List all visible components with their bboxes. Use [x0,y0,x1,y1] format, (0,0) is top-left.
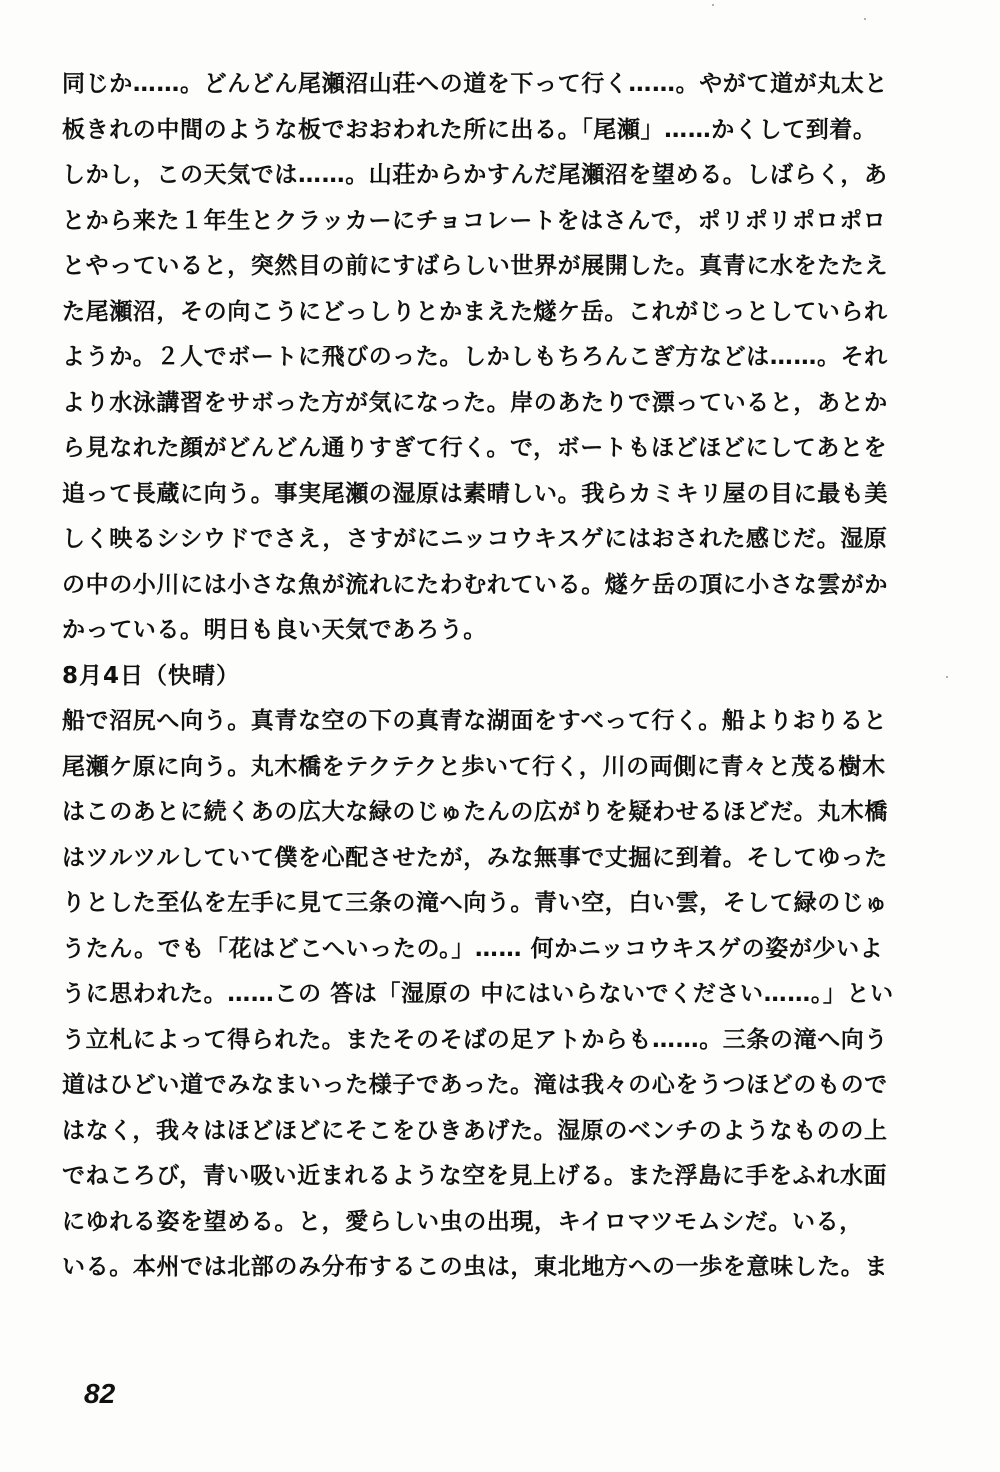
page-number: 82 [84,1378,116,1409]
text-line: の中の小川には小さな魚が流れにたわむれている。燧ケ岳の頂に小さな雲がか [62,571,888,598]
date-heading: 8月4日（快晴） [62,662,241,689]
text-line: とやっていると，突然目の前にすばらしい世界が展開した。真青に水をたたえ [62,253,888,279]
scan-speck [946,676,948,678]
text-line: しかし，この天気では……。山荘からかすんだ尾瀬沼を望める。しばらく，あ [62,162,888,188]
text-line: かっている。明日も良い天気であろう。 [62,617,487,643]
text-line: にゆれる姿を望める。と，愛らしい虫の出現，キイロマツモムシだ。いる， [62,1208,863,1235]
scan-speck [864,18,866,20]
text-line: より水泳講習をサボった方が気になった。岸のあたりで漂っていると，あとか [62,389,888,416]
scan-speck [712,4,714,6]
text-line: とから来た１年生とクラッカーにチョコレートをはさんで，ポリポリポロポロ [62,207,887,234]
text-line: でねころび，青い吸い近まれるような空を見上げる。また浮島に手をふれ水面 [62,1163,888,1189]
paragraph-2 [62,699,942,1291]
text-line: うに思われた。……この 答は「湿原の 中にはいらないでください……。」とい [62,981,894,1007]
text-line: ら見なれた顔がどんどん通りすぎて行く。で，ボートもほどほどにしてあとを [62,435,888,461]
text-line: ようか。２人でボートに飛びのった。しかしもちろんこぎ方などは……。それ [62,344,888,370]
paragraph-1 [62,62,942,654]
text-line: りとした至仏を左手に見て三条の滝へ向う。青い空，白い雲，そして緑のじゅ [62,890,888,916]
text-line: 追って長蔵に向う。事実尾瀬の湿原は素晴しい。我らカミキリ屋の目に最も美 [62,480,888,507]
text-line: 板きれの中間のような板でおおわれた所に出る。「尾瀬」……かくして到着。 [62,116,877,143]
text-line: いる。本州では北部のみ分布するこの虫は，東北地方への一歩を意味した。ま [62,1254,888,1280]
text-line: た尾瀬沼，その向こうにどっしりとかまえた燧ケ岳。これがじっとしていられ [62,298,888,325]
text-line: はこのあとに続くあの広大な緑のじゅたんの広がりを疑わせるほどだ。丸木橋 [62,799,888,825]
text-line: 船で沼尻へ向う。真青な空の下の真青な湖面をすべって行く。船よりおりると [62,708,888,734]
text-line: しく映るシシウドでさえ，さすがにニッコウキスゲにはおされた感じだ。湿原 [62,526,888,552]
text-line: う立札によって得られた。またそのそばの足アトからも……。三条の滝へ向う [62,1026,888,1053]
text-line: 尾瀬ケ原に向う。丸木橋をテクテクと歩いて行く，川の両側に青々と茂る樹木 [62,753,886,780]
body-text [62,62,942,1291]
text-line: 道はひどい道でみなまいった様子であった。滝は我々の心をうつほどのもので [62,1072,888,1098]
text-line: うたん。でも「花はどこへいったの。」…… 何かニッコウキスゲの姿が少いよ [62,935,884,962]
text-line: 同じか……。どんどん尾瀬沼山荘への道を下って行く……。やがて道が丸太と [62,71,888,97]
text-line: はなく，我々はほどほどにそこをひきあげた。湿原のベンチのようなものの上 [62,1117,888,1144]
text-line: はツルツルしていて僕を心配させたが，みな無事で丈掘に到着。そしてゆった [62,844,888,871]
